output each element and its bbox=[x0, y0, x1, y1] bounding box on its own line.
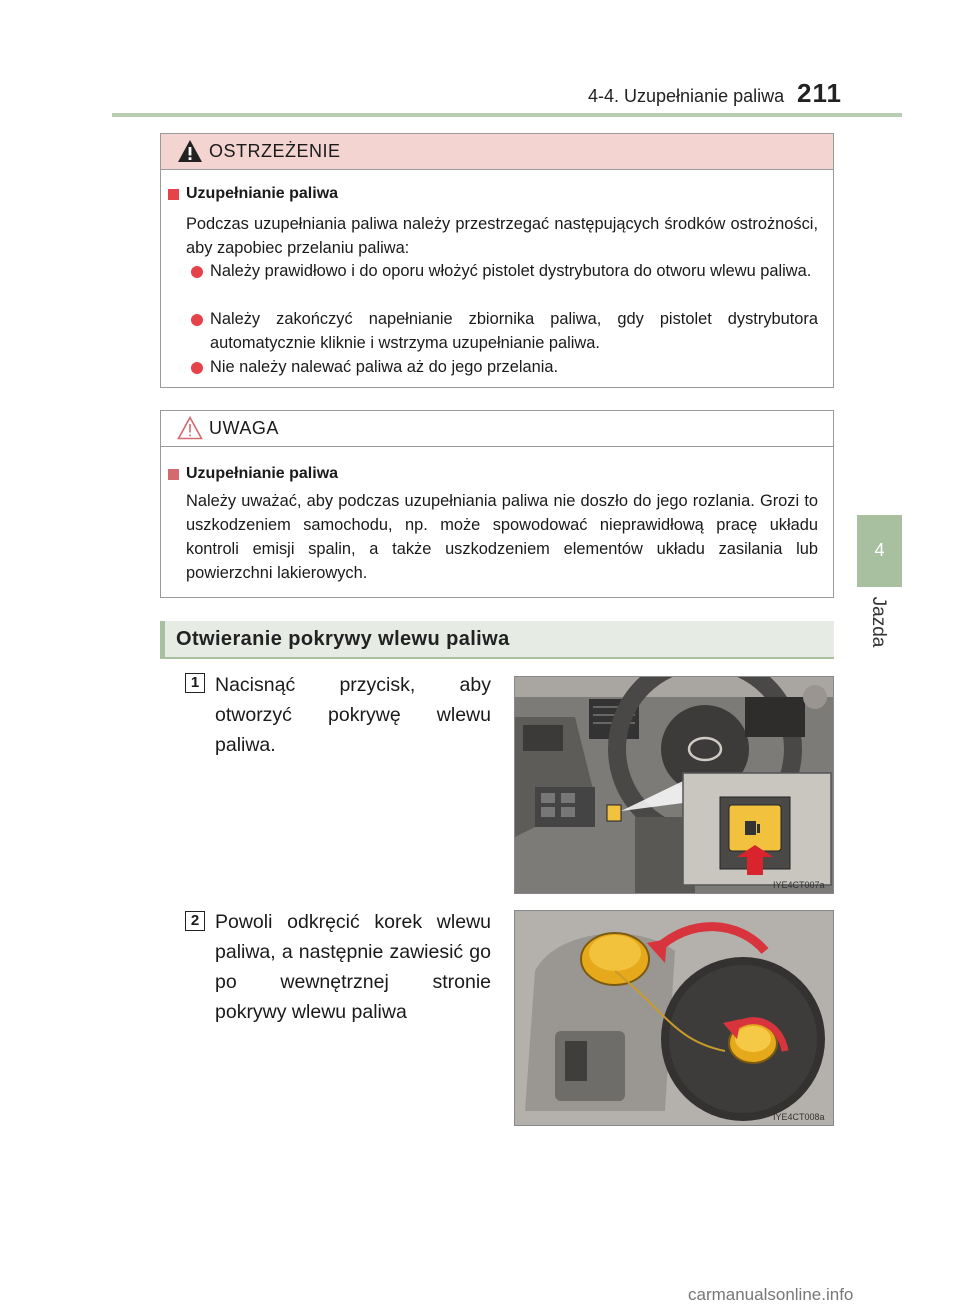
figure-fuel-door-button bbox=[514, 676, 834, 894]
chapter-label-wrapper bbox=[866, 592, 890, 652]
section-bar-marker bbox=[160, 621, 165, 657]
bullet-dot-icon bbox=[191, 362, 203, 374]
warning-box bbox=[160, 133, 834, 388]
bullet-dot-icon bbox=[191, 266, 203, 278]
header-rule bbox=[112, 113, 902, 117]
step-2-number: 2 bbox=[185, 911, 205, 931]
figure-code: IYE4CT007a bbox=[773, 880, 825, 890]
caution-title: UWAGA bbox=[209, 418, 279, 438]
fuel-cap-illustration bbox=[515, 911, 834, 1126]
chapter-label: Jazda bbox=[868, 596, 889, 648]
warning-bullet-2: Należy zakończyć napełnianie zbiornika paliwa, gdy pistolet dystrybutora automatycznie kliknie i wstrzyma uzupełnianie paliwa. bbox=[210, 310, 818, 352]
warning-intro: Podczas uzupełniania paliwa należy przestrzegać następujących środków ostrożności, aby zapobiec przelaniu paliwa: bbox=[186, 215, 818, 257]
warning-subtitle: Uzupełnianie paliwa bbox=[186, 185, 339, 202]
subheading-square-icon bbox=[168, 189, 179, 200]
caution-subtitle: Uzupełnianie paliwa bbox=[186, 465, 339, 482]
section-title: Otwieranie pokrywy wlewu paliwa bbox=[176, 628, 510, 650]
section-title-bar bbox=[160, 621, 834, 659]
figure-fuel-cap bbox=[514, 910, 834, 1126]
warning-header bbox=[161, 134, 833, 170]
warning-bullet-1: Należy prawidłowo i do oporu włożyć pistolet dystrybutora do otworu wlewu paliwa. bbox=[210, 262, 812, 280]
figure-code: IYE4CT008a bbox=[773, 1112, 825, 1122]
caution-icon bbox=[177, 416, 203, 440]
warning-title: OSTRZEŻENIE bbox=[209, 141, 341, 161]
section-heading: 4-4. Uzupełnianie paliwa bbox=[588, 86, 785, 106]
dashboard-illustration bbox=[515, 677, 834, 894]
watermark: carmanualsonline.info bbox=[688, 1285, 854, 1304]
bullet-dot-icon bbox=[191, 314, 203, 326]
caution-header bbox=[161, 411, 833, 447]
step-2-text: Powoli odkręcić korek wlewu paliwa, a następnie zawiesić go po wewnętrznej stronie pokrywy wlewu paliwa bbox=[215, 911, 491, 1023]
subheading-square-icon bbox=[168, 469, 179, 480]
page-number: 211 bbox=[797, 78, 842, 108]
step-1-number: 1 bbox=[185, 673, 205, 693]
step-1-text: Nacisnąć przycisk, aby otworzyć pokrywę wlewu paliwa. bbox=[215, 674, 491, 756]
caution-text: Należy uważać, aby podczas uzupełniania paliwa nie doszło do jego rozlania. Grozi to uszkodzeniem samochodu, np. może spowodować nieprawidłową pracę układu kontroli emisji spalin, a także uszkodzeniem elementów układu zasilania lub powierzchni lakierowych. bbox=[186, 492, 818, 582]
caution-box bbox=[160, 410, 834, 598]
warning-bullet-3: Nie należy nalewać paliwa aż do jego przelania. bbox=[210, 358, 559, 376]
chapter-number: 4 bbox=[874, 540, 885, 560]
warning-icon bbox=[177, 139, 203, 163]
